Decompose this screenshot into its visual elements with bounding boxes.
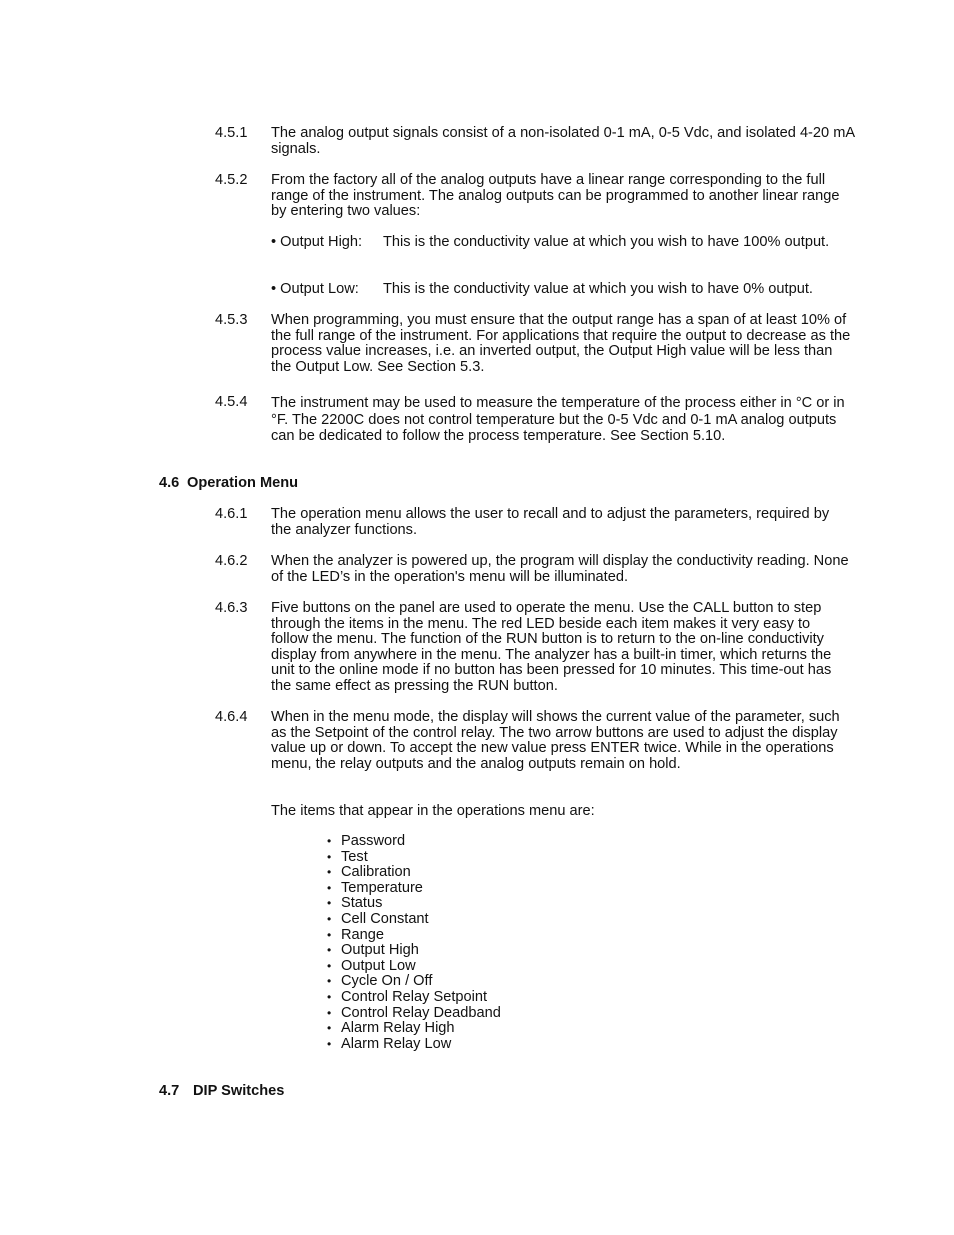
paragraph-text: The operation menu allows the user to recall and to adjust the parameters, required by the analyzer functions. [271,506,830,538]
definition-description: This is the conductivity value at which you wish to have 0% output. [383,281,813,297]
list-item [327,850,501,866]
paragraph-text: When the analyzer is powered up, the program will display the conductivity reading. None of the LED’s in the operation's menu will be illuminated. [271,553,849,585]
bullet: • [327,849,332,864]
list-item-label: Temperature [341,879,423,896]
list-item [327,912,501,928]
list-item-label: Cycle On / Off [341,973,433,990]
section-heading-4-6 [159,476,298,492]
paragraph-number: 4.5.3 [215,312,248,328]
definition-term: • Output High: [271,234,363,250]
paragraph-text: When in the menu mode, the display will shows the current value of the parameter, such as the Setpoint of the control relay. The two arrow buttons are used to adjust the display value up or down. To accept the new value press ENTER twice. While in the operations menu, the relay outputs and the analog outputs remain on hold. [271,709,840,772]
list-item-label: Cell Constant [341,910,429,927]
list-item-label: Alarm Relay Low [341,1035,452,1052]
bullet: • [327,880,332,895]
list-item [327,865,501,881]
bullet: • [327,1021,332,1036]
definition-description: This is the conductivity value at which you wish to have 100% output. [383,234,830,250]
definition-term: • Output Low: [271,281,359,297]
bullet: • [327,834,332,848]
heading-title: DIP Switches [193,1083,285,1099]
paragraph-number: 4.5.2 [215,172,248,188]
list-item [327,881,501,897]
paragraph-text: Five buttons on the panel are used to operate the menu. Use the CALL button to step through the items in the menu. The red LED beside each item makes it very easy to follow the menu. The function of the RUN button is to return to the on-line conductivity display from anywhere in the menu. The analyzer has a built-in timer, which returns the unit to the online mode if no button has been pressed for 10 minutes. This time-out has the same effect as pressing the RUN button. [271,600,832,694]
list-item-label: Control Relay Deadband [341,1004,501,1021]
heading-number: 4.6 [159,475,180,491]
list-item-label: Test [341,848,368,865]
list-item-label: Control Relay Setpoint [341,988,488,1005]
list-item-label: Calibration [341,864,411,881]
list-item-label: Status [341,895,383,912]
paragraph-number: 4.5.1 [215,125,248,141]
menu-items-intro: The items that appear in the operations menu are: [271,803,595,819]
list-item [327,990,501,1006]
bullet: • [327,1036,332,1051]
section-heading-4-7 [159,1084,284,1100]
paragraph-text: When programming, you must ensure that the output range has a span of at least 10% of the full range of the instrument. For applications that require the output to decrease as the process value increases, i.e. an inverted output, the Output High value will be less than the Output Low. See Section 5.3. [271,312,851,375]
list-item-label: Alarm Relay High [341,1020,455,1037]
list-item [327,834,501,850]
paragraph-number: 4.6.4 [215,709,248,725]
list-item [327,959,501,975]
bullet: • [327,974,332,989]
bullet: • [327,958,332,973]
paragraph-text: From the factory all of the analog outputs have a linear range corresponding to the full range of the instrument. The analog outputs can be programmed to another linear range by entering two values: [271,172,840,220]
list-item [327,896,501,912]
list-item [327,1006,501,1022]
list-item [327,928,501,944]
bullet: • [327,927,332,942]
list-item [327,974,501,990]
list-item-label: Output High [341,942,419,959]
bullet: • [327,989,332,1004]
paragraph-number: 4.5.4 [215,394,248,410]
paragraph-text: The analog output signals consist of a non-isolated 0-1 mA, 0-5 Vdc, and isolated 4-20 mA signals. [271,125,855,157]
list-item-label: Output Low [341,957,416,974]
bullet: • [327,943,332,958]
bullet: • [327,911,332,926]
paragraph-number: 4.6.1 [215,506,248,522]
list-item-label: Password [341,833,406,849]
operations-menu-list [327,834,501,1052]
heading-number: 4.7 [159,1083,180,1099]
bullet: • [327,896,332,911]
heading-title: Operation Menu [187,475,299,491]
list-item [327,1021,501,1037]
bullet: • [327,1005,332,1020]
list-item-label: Range [341,926,385,943]
paragraph-number: 4.6.2 [215,553,248,569]
paragraph-number: 4.6.3 [215,600,248,616]
bullet: • [327,865,332,880]
list-item [327,1037,501,1053]
list-item [327,943,501,959]
paragraph-text: The instrument may be used to measure the temperature of the process either in °C or in °F. The 2200C does not control temperature but the 0-5 Vdc and 0-1 mA analog outputs can be dedicated to follow the process temperature. See Section 5.10. [271,395,845,445]
